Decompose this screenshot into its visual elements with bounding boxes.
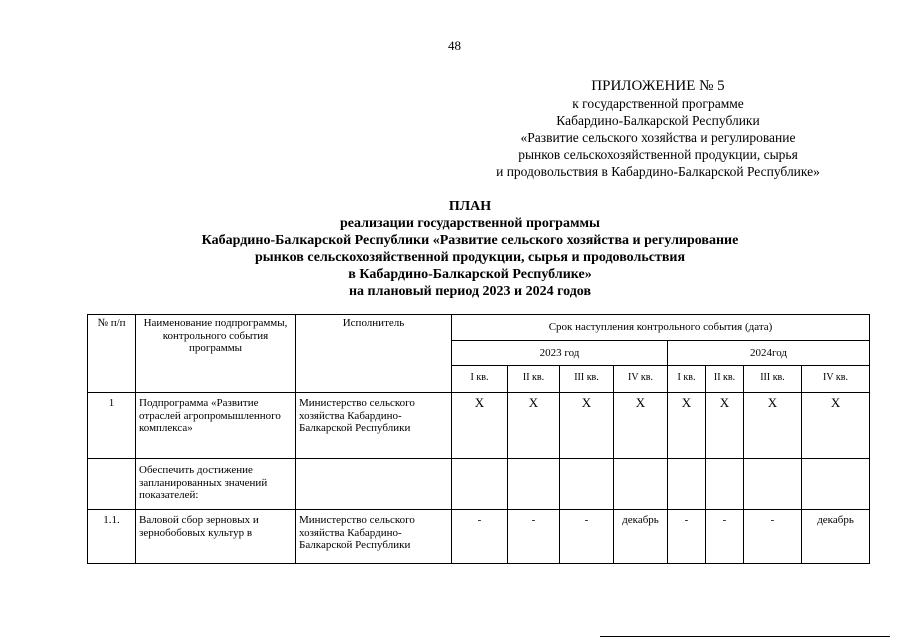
plan-title: ПЛАН — [448, 199, 492, 214]
footer-rule — [600, 636, 890, 637]
row-quarter-cell: декабрь — [614, 510, 668, 564]
row-executor: Министерство сельского хозяйства Кабардино-Балкарской Республики — [296, 393, 452, 459]
header-quarter: II кв. — [706, 366, 744, 393]
header-quarter: I кв. — [668, 366, 706, 393]
row-quarter-cell: X — [614, 393, 668, 459]
annex-line: к государственной программе — [572, 96, 744, 111]
annex-line: «Развитие сельского хозяйства и регулирование — [520, 130, 796, 145]
row-quarter-cell: X — [452, 393, 508, 459]
row-quarter-cell — [560, 459, 614, 510]
row-quarter-cell: - — [706, 510, 744, 564]
annex-line: Кабардино-Балкарской Республики — [556, 113, 760, 128]
header-quarter: II кв. — [508, 366, 560, 393]
row-quarter-cell — [802, 459, 870, 510]
row-num: 1.1. — [88, 510, 136, 564]
row-quarter-cell: - — [744, 510, 802, 564]
plan-line: реализации государственной программы — [340, 216, 600, 231]
header-quarter: IV кв. — [614, 366, 668, 393]
header-year-2024: 2024год — [668, 341, 870, 366]
row-quarter-cell: - — [452, 510, 508, 564]
annex-line: рынков сельскохозяйственной продукции, сырья — [518, 147, 798, 162]
row-quarter-cell: X — [560, 393, 614, 459]
plan-line: в Кабардино-Балкарской Республике» — [348, 267, 592, 282]
header-quarter: III кв. — [744, 366, 802, 393]
table-row — [88, 459, 870, 510]
header-quarter: I кв. — [452, 366, 508, 393]
table-row — [88, 510, 870, 564]
annex-block — [458, 78, 858, 180]
row-quarter-cell: - — [668, 510, 706, 564]
header-num: № п/п — [88, 315, 136, 393]
row-quarter-cell: - — [560, 510, 614, 564]
header-name: Наименование подпрограммы, контрольного события программы — [136, 315, 296, 393]
row-quarter-cell: декабрь — [802, 510, 870, 564]
annex-line: и продовольствия в Кабардино-Балкарской Республике» — [496, 164, 820, 179]
header-quarter: IV кв. — [802, 366, 870, 393]
row-quarter-cell: - — [508, 510, 560, 564]
row-num: 1 — [88, 393, 136, 459]
header-quarter: III кв. — [560, 366, 614, 393]
plan-line: рынков сельскохозяйственной продукции, сырья и продовольствия — [254, 250, 686, 265]
header-executor: Исполнитель — [296, 315, 452, 393]
annex-title: ПРИЛОЖЕНИЕ № 5 — [591, 78, 725, 94]
row-name: Подпрограмма «Развитие отраслей агропромышленного комплекса» — [136, 393, 296, 459]
header-deadline: Срок наступления контрольного события (дата) — [452, 315, 870, 341]
header-year-2023: 2023 год — [452, 341, 668, 366]
row-executor: Министерство сельского хозяйства Кабардино-Балкарской Республики — [296, 510, 452, 564]
row-quarter-cell — [668, 459, 706, 510]
page-number: 48 — [448, 38, 461, 53]
row-quarter-cell — [706, 459, 744, 510]
row-quarter-cell: X — [668, 393, 706, 459]
row-quarter-cell — [508, 459, 560, 510]
table-row — [88, 393, 870, 459]
row-executor — [296, 459, 452, 510]
row-quarter-cell — [744, 459, 802, 510]
plan-title-block — [120, 198, 820, 300]
row-quarter-cell — [452, 459, 508, 510]
row-quarter-cell: X — [508, 393, 560, 459]
row-name: Обеспечить достижение запланированных значений показателей: — [136, 459, 296, 510]
plan-table — [87, 314, 870, 564]
row-quarter-cell: X — [706, 393, 744, 459]
plan-line: Кабардино-Балкарской Республики «Развитие сельского хозяйства и регулирование — [201, 233, 739, 248]
plan-line: на плановый период 2023 и 2024 годов — [348, 284, 592, 299]
row-quarter-cell — [614, 459, 668, 510]
row-quarter-cell: X — [744, 393, 802, 459]
row-name: Валовой сбор зерновых и зернобобовых культур в — [136, 510, 296, 564]
row-num — [88, 459, 136, 510]
row-quarter-cell: X — [802, 393, 870, 459]
